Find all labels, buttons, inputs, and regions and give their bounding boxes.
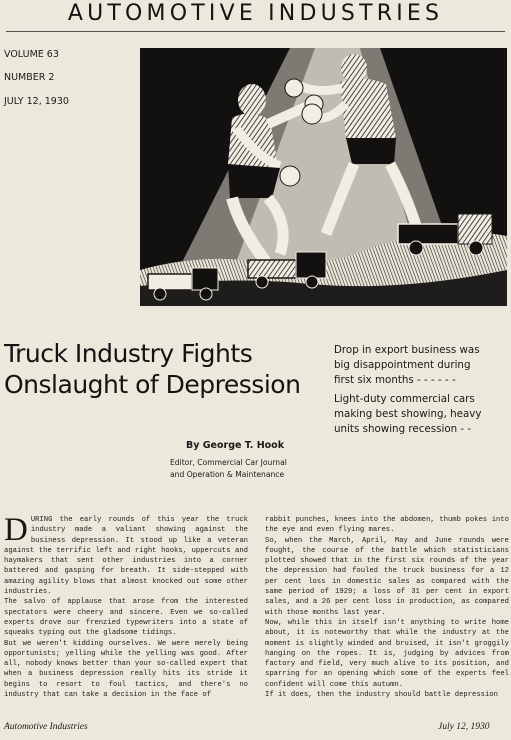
subhead-export-line-1: Drop in export business was	[334, 344, 480, 356]
body-paragraph	[4, 512, 248, 597]
body-paragraph-text: URING the early rounds of this year the truck industry made a valiant showing against the business depression. It stood up like a veteran against the terrific left and right hooks, uppercuts and haymakers that sent other industries into a corner battered and gasping for breath. It side-stepped with amazing agility blows that almost knocked out some other industries.	[4, 516, 248, 597]
footer-date: July 12, 1930	[438, 722, 490, 732]
subhead-light-duty-line-2: making best showing, heavy	[334, 408, 482, 420]
boxing-match-with-trucks-illustration	[140, 48, 507, 306]
subhead-light-duty-line-1: Light-duty commercial cars	[334, 393, 475, 405]
article-headline	[4, 338, 324, 400]
article-body-left-column	[4, 512, 248, 700]
body-paragraph: But we weren't kidding ourselves. We were merely being opportunists; yelling while the yelling was good. After all, nobody knows better than your so-called expert that when a business depression really hits its stride it begins to resort to foul tactics, and there's no industry that can take a decision in the face of	[4, 639, 248, 700]
headline-line-2: Onslaught of Depression	[4, 370, 301, 399]
article-body-right-column	[265, 515, 509, 700]
footer-publication: Automotive Industries	[4, 722, 88, 732]
credit-line-2: and Operation & Maintenance	[170, 470, 285, 479]
subhead-export-line-3: first six months - - - - - -	[334, 374, 456, 386]
byline: By George T. Hook	[186, 440, 285, 451]
masthead-title: AUTOMOTIVE INDUSTRIES	[67, 1, 444, 26]
subhead-light-duty	[334, 392, 510, 437]
subhead-export	[334, 343, 510, 388]
headline-line-1: Truck Industry Fights	[4, 339, 253, 368]
body-paragraph: So, when the March, April, May and June rounds were fought, the course of the battle which statisticians plotted showed that in the first six rounds of the year the depression had fouled the truck business for a 12 per cent loss in domestic sales as compared with the same period of 1929; a loss of 31 per cent in export sales, and a 26 per cent loss in production, as compared with those months last year.	[265, 536, 509, 617]
masthead-rule	[6, 31, 505, 32]
subhead-light-duty-line-3: units showing recession - -	[334, 423, 472, 435]
body-paragraph: If it does, then the industry should battle depression	[265, 691, 498, 700]
credit-line-1: Editor, Commercial Car Journal	[170, 458, 287, 467]
body-paragraph: The salvo of applause that arose from the interested spectators were cheery and sincere. Even we so-called experts drove our frenzied typewriters into a state of squeaks typing out the gladsome tidings.	[4, 598, 248, 638]
issue-number: NUMBER 2	[4, 72, 55, 83]
issue-volume: VOLUME 63	[4, 49, 59, 60]
body-paragraph: rabbit punches, knees into the abdomen, thumb pokes into the eye and even flying mares.	[265, 516, 509, 535]
drop-cap: D	[4, 512, 28, 548]
body-paragraph: Now, while this in itself isn't anything to write home about, it is noteworthy that while the industry at the moment is slightly winded and bruised, it isn't groggily hanging on the ropes. It is, judging by advices from factory and field, very much alive to its position, and sparring for an opening which some of the experts feel confident will come this autumn.	[265, 618, 509, 689]
issue-date: JULY 12, 1930	[4, 96, 69, 107]
subhead-export-line-2: big disappointment during	[334, 359, 471, 371]
